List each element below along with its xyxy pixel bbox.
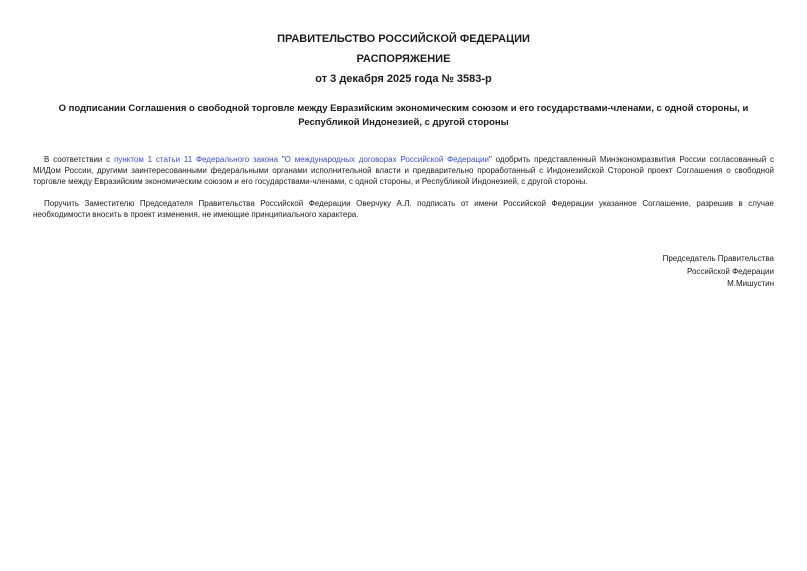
signature-block [33,253,774,291]
signature-name: М.Мишустин [727,279,774,288]
link-law-article[interactable]: пунктом 1 статьи 11 Федерального закона [113,155,279,164]
signature-position-line-2: Российской Федерации [687,266,774,276]
document-header [33,33,774,85]
document-type: РАСПОРЯЖЕНИЕ [356,53,451,65]
signature-position-line-1: Председатель Правительства [662,254,774,263]
paragraph-2: Поручить Заместителю Председателя Правительства Российской Федерации Оверчуку А.Л. подписать от имени Российской Федерации указанное Соглашение, разрешив в случае необходимости вносить в проект изменения, не имеющие принципиального характера. [33,199,774,219]
paragraph-1 [33,154,774,187]
link-law-title[interactable]: О международных договорах Российской Федерации [284,155,489,164]
paragraph-1-between-text: " [278,155,285,164]
document-date-number: от 3 декабря 2025 года № 3583-р [315,73,492,85]
issuer-name: ПРАВИТЕЛЬСТВО РОССИЙСКОЙ ФЕДЕРАЦИИ [277,33,530,45]
document-title: О подписании Соглашения о свободной торговле между Евразийским экономическим союзом и его государствами-членами, с одной стороны, и Республикой Индонезией, с другой стороны [58,103,749,128]
paragraph-1-suffix-text: " одобрить представленный Минэкономразвития России согласованный с МИДом России, другими заинтересованными федеральными органами исполнительной власти и предварительно проработанный с Индонезийской Стороной проект Соглашения о свободной торговле между Евразийским экономическим союзом и его государствами-членами, с одной стороны, и Республикой Индонезией, с другой стороны. [33,155,774,186]
paragraph-1-prefix-text: В соответствии с [44,155,114,164]
